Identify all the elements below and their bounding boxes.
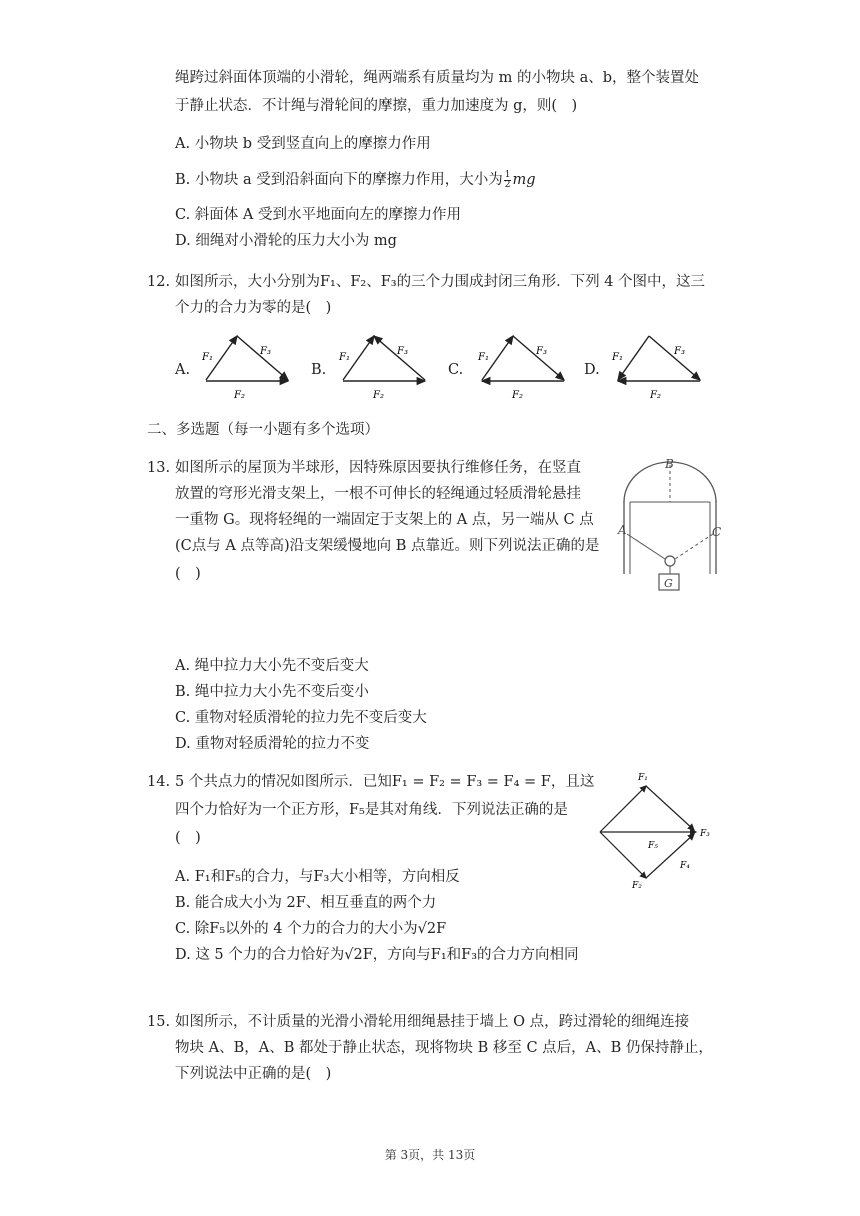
q14-option-c: C. 除F₅以外的 4 个力的合力的大小为√2F	[175, 921, 447, 937]
q11-line2: 于静止状态．不计绳与滑轮间的摩擦，重力加速度为 g，则( )	[175, 98, 578, 114]
label-f2: F₂	[373, 390, 384, 401]
q13-line3: 一重物 G。现将轻绳的一端固定于支架上的 A 点，另一端从 C 点	[175, 512, 594, 528]
fraction-denominator: 2	[504, 179, 511, 190]
q13-line2: 放置的穹形光滑支架上，一根不可伸长的轻绳通过轻质滑轮悬挂	[175, 486, 581, 502]
q15-line3: 下列说法中正确的是( )	[175, 1066, 332, 1082]
q12-choice-d: D.	[584, 362, 600, 378]
label-f3: F₃	[700, 829, 710, 839]
q14-line3: ( )	[175, 830, 201, 846]
label-f2: F₂	[632, 881, 642, 891]
q12-choice-b: B.	[311, 362, 327, 378]
label-g: G	[664, 577, 673, 590]
q14-option-b: B. 能合成大小为 2F、相互垂直的两个力	[175, 895, 437, 911]
q11-option-c: C. 斜面体 A 受到水平地面向左的摩擦力作用	[175, 207, 461, 223]
label-c: C	[712, 525, 722, 539]
force-square-diagram	[596, 768, 720, 894]
q14-line1: 5 个共点力的情况如图所示．已知F₁ = F₂ = F₃ = F₄ = F，且这	[175, 774, 595, 790]
q14-line2: 四个力恰好为一个正方形，F₅是其对角线．下列说法正确的是	[175, 802, 568, 818]
q13-option-b: B. 绳中拉力大小先不变后变小	[175, 684, 369, 700]
q11-line1: 绳跨过斜面体顶端的小滑轮，绳两端系有质量均为 m 的小物块 a、b，整个装置处	[175, 70, 700, 86]
q15-line2: 物块 A、B，A、B 都处于静止状态，现将物块 B 移至 C 点后，A、B 仍保持静止，	[175, 1040, 713, 1056]
q12-number: 12.	[147, 274, 171, 290]
label-f1: F₁	[202, 352, 213, 363]
label-f3: F₃	[397, 346, 408, 357]
triangle-diagram-c	[472, 330, 576, 406]
label-f2: F₂	[512, 390, 523, 401]
triangle-diagram-a	[196, 330, 300, 406]
q11-option-b-mg: mg	[512, 172, 536, 188]
fraction	[504, 171, 512, 190]
q12-line2: 个力的合力为零的是( )	[175, 300, 332, 316]
label-f1: F₁	[638, 773, 648, 783]
label-b: B	[665, 457, 674, 471]
label-f1: F₁	[339, 352, 350, 363]
q11-option-b	[175, 170, 536, 190]
label-f3: F₃	[260, 346, 271, 357]
label-f1: F₁	[478, 352, 489, 363]
label-f1: F₁	[612, 352, 623, 363]
q13-option-a: A. 绳中拉力大小先不变后变大	[175, 658, 369, 674]
label-f5: F₅	[648, 841, 658, 851]
triangle-diagram-d	[608, 330, 712, 406]
label-f4: F₄	[680, 861, 690, 871]
page-footer: 第 3页，共 13页	[384, 1148, 476, 1162]
q13-line5: ( )	[175, 566, 201, 582]
q11-option-d: D. 细绳对小滑轮的压力大小为 mg	[175, 233, 397, 249]
label-f3: F₃	[536, 346, 547, 357]
q14-option-d: D. 这 5 个力的合力恰好为√2F，方向与F₁和F₃的合力方向相同	[175, 947, 579, 963]
triangle-diagram-b	[333, 330, 437, 406]
label-a: A	[618, 523, 627, 537]
label-f3: F₃	[674, 346, 685, 357]
q13-line1: 如图所示的屋顶为半球形，因特殊原因要执行维修任务，在竖直	[175, 460, 581, 476]
dome-frame-diagram	[616, 456, 724, 596]
q11-option-a: A. 小物块 b 受到竖直向上的摩擦力作用	[175, 136, 431, 152]
fraction-numerator: 1	[504, 169, 511, 180]
q11-option-b-text: B. 小物块 a 受到沿斜面向下的摩擦力作用，大小为	[175, 172, 503, 188]
q13-option-d: D. 重物对轻质滑轮的拉力不变	[175, 736, 370, 752]
q15-line1: 如图所示，不计质量的光滑小滑轮用细绳悬挂于墙上 O 点，跨过滑轮的细绳连接	[175, 1014, 690, 1030]
q13-number: 13.	[147, 460, 171, 476]
q14-number: 14.	[147, 774, 171, 790]
q13-option-c: C. 重物对轻质滑轮的拉力先不变后变大	[175, 710, 427, 726]
label-f2: F₂	[650, 390, 661, 401]
label-f2: F₂	[234, 390, 245, 401]
q12-line1: 如图所示，大小分别为F₁、F₂、F₃的三个力围成封闭三角形．下列 4 个图中，这三	[175, 274, 706, 290]
q13-line4: (C点与 A 点等高)沿支架缓慢地向 B 点靠近。则下列说法正确的是	[175, 538, 600, 554]
q14-option-a: A. F₁和F₅的合力，与F₃大小相等，方向相反	[175, 869, 460, 885]
q15-number: 15.	[147, 1014, 171, 1030]
q12-choice-c: C.	[448, 362, 464, 378]
q12-choice-a: A.	[175, 362, 191, 378]
section-heading: 二、多选题（每一小题有多个选项）	[147, 422, 379, 438]
